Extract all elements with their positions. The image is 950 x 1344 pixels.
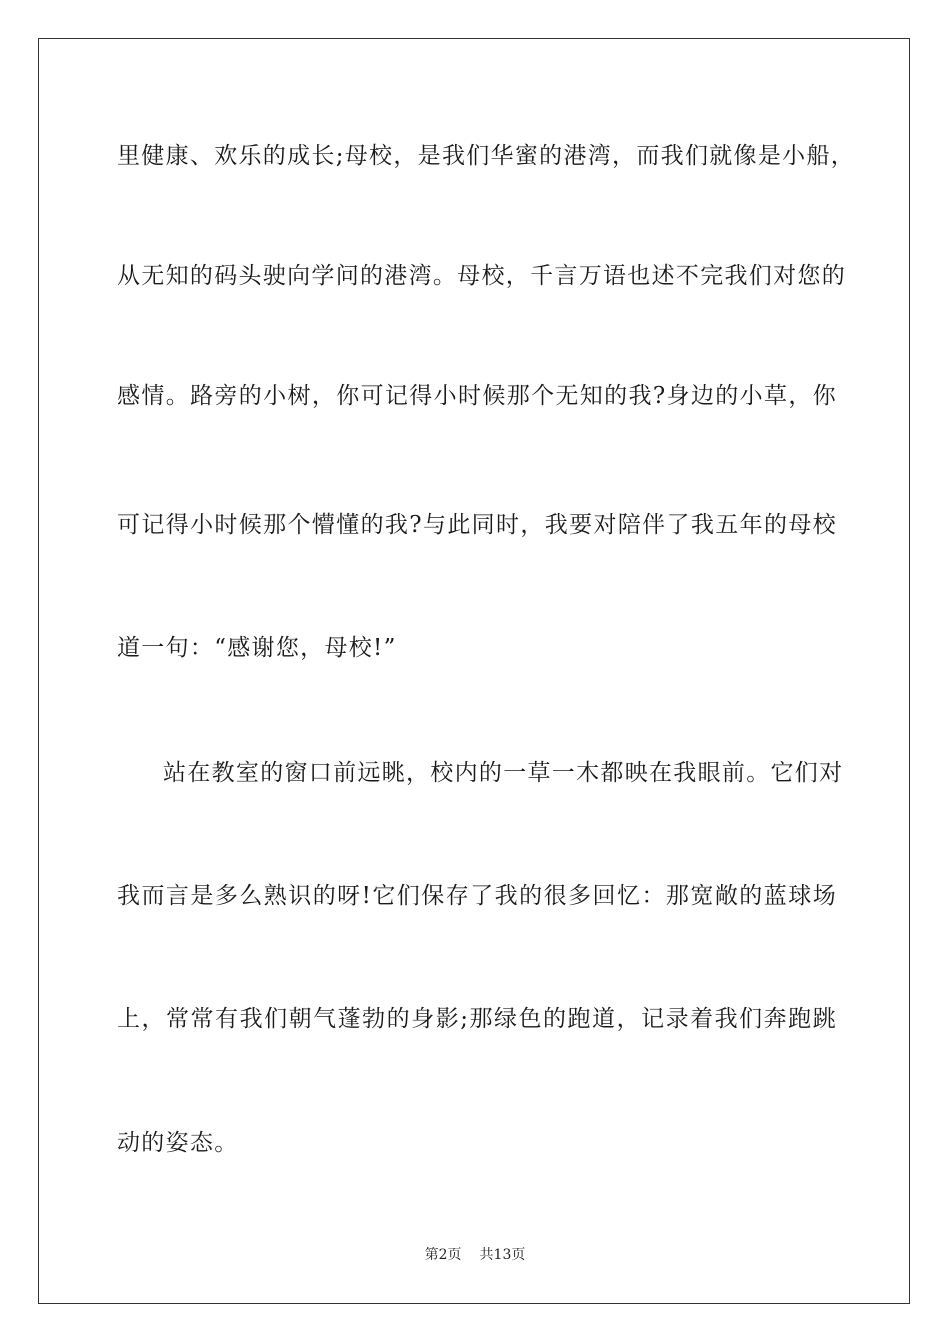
body-text-line-6: 站在教室的窗口前远眺，校内的一草一木都映在我眼前。它们对	[163, 760, 844, 786]
body-text-line-3: 感情。路旁的小树，你可记得小时候那个无知的我?身边的小草，你	[117, 383, 837, 409]
page-total: 共13页	[479, 1247, 526, 1263]
page-border	[38, 38, 910, 1304]
page-number: 第2页	[424, 1247, 462, 1263]
body-text-line-8: 上，常常有我们朝气蓬勃的身影;那绿色的跑道，记录着我们奔跑跳	[117, 1006, 837, 1032]
page-footer	[0, 1246, 950, 1264]
body-text-line-2: 从无知的码头驶向学问的港湾。母校，千言万语也述不完我们对您的	[117, 263, 846, 289]
body-text-line-9: 动的姿态。	[117, 1130, 239, 1156]
body-text-line-1: 里健康、欢乐的成长;母校，是我们华蜜的港湾，而我们就像是小船，	[117, 143, 856, 169]
body-text-line-7: 我而言是多么熟识的呀!它们保存了我的很多回忆：那宽敞的蓝球场	[117, 883, 837, 909]
body-text-line-5: 道一句：“感谢您，母校!”	[117, 635, 397, 661]
body-text-line-4: 可记得小时候那个懵懂的我?与此同时，我要对陪伴了我五年的母校	[117, 512, 837, 538]
